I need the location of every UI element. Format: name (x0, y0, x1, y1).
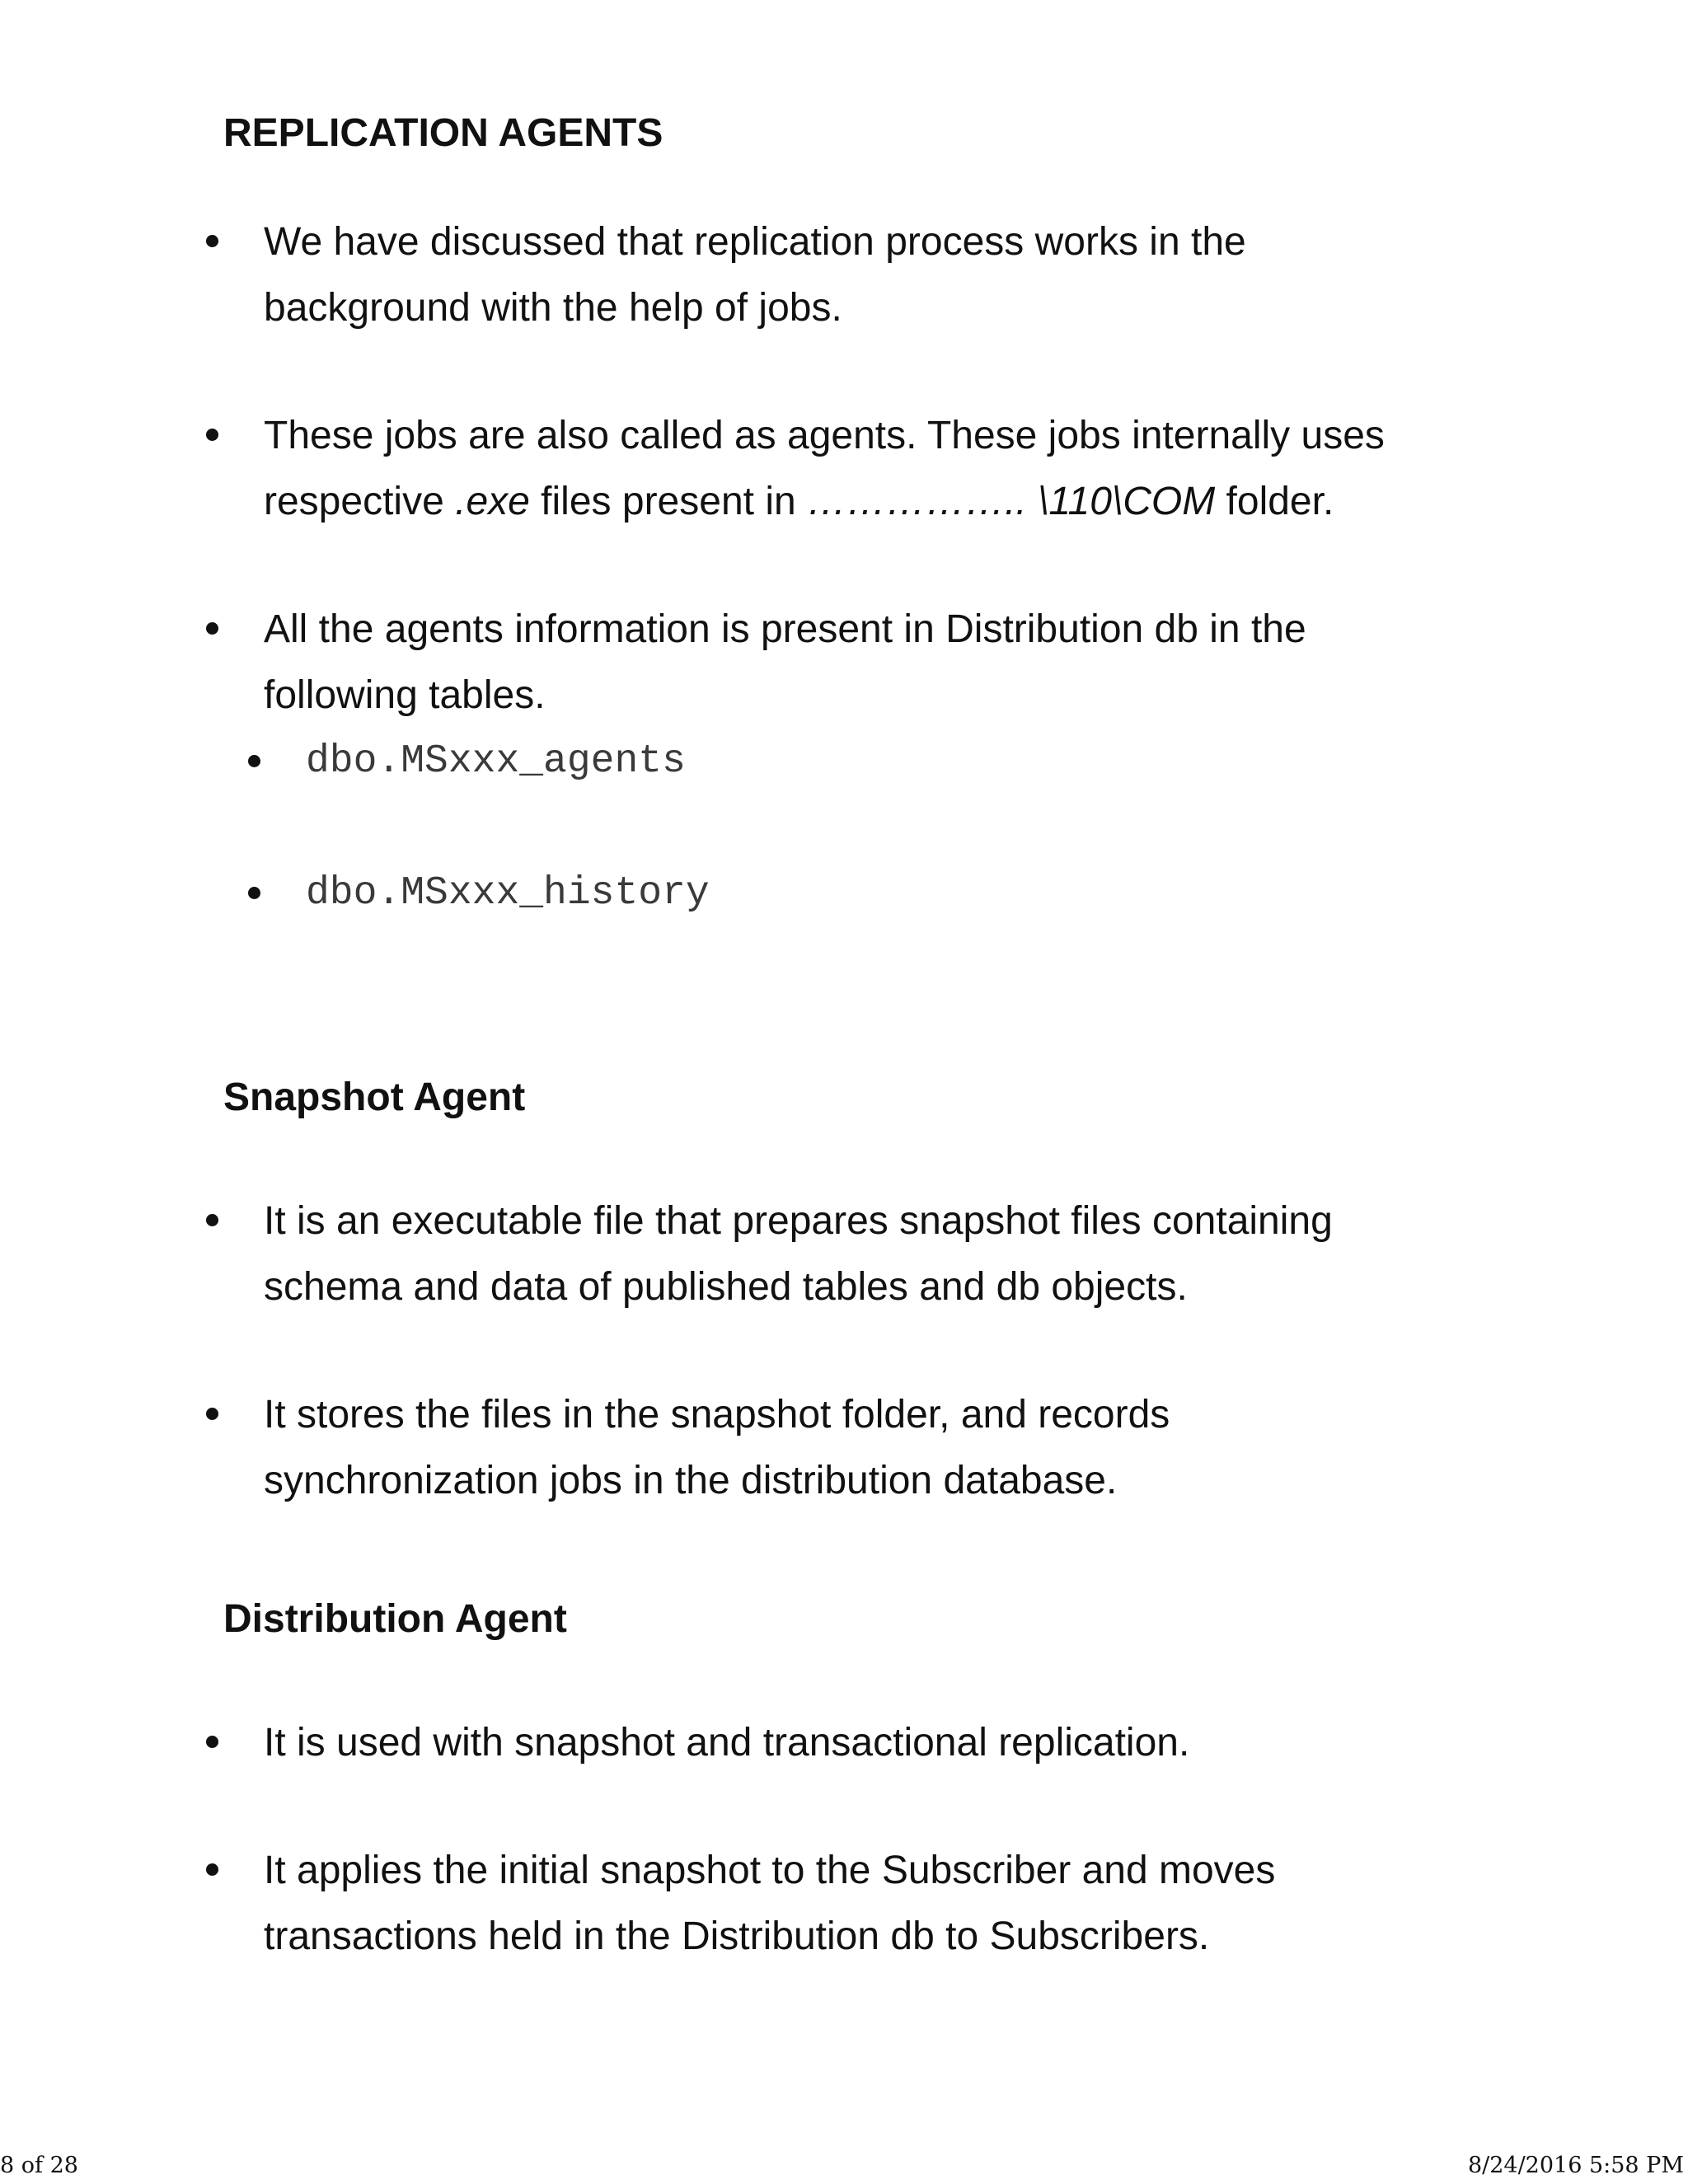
list-item (264, 1838, 1459, 1970)
bullet-icon (248, 887, 260, 899)
list-item-line: following tables. (264, 673, 546, 717)
bullet-icon (206, 235, 218, 247)
list-item (264, 403, 1459, 535)
folder-path: …………….. \110\COM (807, 480, 1216, 523)
bullet-icon (206, 1863, 218, 1876)
list-item-line: These jobs are also called as agents. These jobs internally uses (264, 414, 1385, 457)
list-item-line: We have discussed that replication process works in the (264, 220, 1246, 264)
text-run: respective (264, 480, 456, 523)
list-item-line: transactions held in the Distribution db to Subscribers. (264, 1915, 1210, 1958)
table-name-history: dbo.MSxxx_history (306, 871, 710, 916)
table-name-agents: dbo.MSxxx_agents (306, 739, 686, 784)
page-title: REPLICATION AGENTS (223, 111, 663, 155)
list-item (264, 1382, 1459, 1514)
bullet-icon (206, 1408, 218, 1420)
bullet-icon (206, 622, 218, 635)
list-item-line: It stores the files in the snapshot folder, and records (264, 1393, 1170, 1436)
bullet-icon (248, 755, 260, 767)
snapshot-agent-heading: Snapshot Agent (223, 1076, 526, 1119)
list-item-line: It is used with snapshot and transactional replication. (264, 1721, 1190, 1765)
list-item-line (264, 469, 1459, 535)
text-run: folder. (1215, 480, 1334, 523)
exe-extension: .exe (455, 480, 530, 523)
list-item-line: background with the help of jobs. (264, 286, 842, 330)
list-item-line: schema and data of published tables and db objects. (264, 1265, 1188, 1309)
distribution-agent-heading: Distribution Agent (223, 1597, 567, 1641)
list-item-line: It is an executable file that prepares snapshot files containing (264, 1199, 1333, 1243)
list-item-line: All the agents information is present in Distribution db in the (264, 607, 1306, 651)
print-datetime: 8/24/2016 5:58 PM (1467, 2153, 1684, 2178)
list-item (264, 209, 1459, 341)
bullet-icon (206, 1736, 218, 1748)
bullet-icon (206, 429, 218, 441)
text-run: files present in (529, 480, 808, 523)
list-item (264, 1188, 1459, 1320)
page-number: 8 of 28 (0, 2153, 78, 2178)
list-item-line: synchronization jobs in the distribution database. (264, 1459, 1118, 1502)
bullet-icon (206, 1214, 218, 1226)
list-item-line: It applies the initial snapshot to the Subscriber and moves (264, 1849, 1276, 1892)
list-item (264, 1710, 1459, 1776)
list-item (264, 597, 1459, 729)
